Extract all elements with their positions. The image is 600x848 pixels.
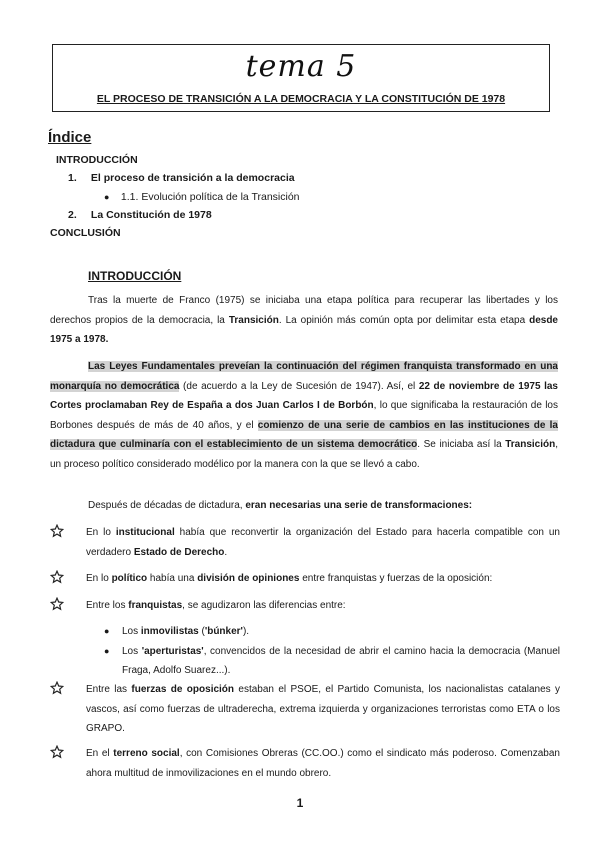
i2-text-c: había una (147, 573, 198, 584)
p3-bold-transformaciones: eran necesarias una serie de transformaciones: (245, 500, 473, 511)
p1-text-c: . La opinión más común opta por delimitar esta etapa (278, 314, 530, 326)
toc-item-1 (68, 172, 295, 184)
p1-text-a: Tras la muerte de Franco (1975) se iniciaba una etapa política para recuperar las libertades y los derechos propios de la democracia, la (50, 295, 558, 326)
star-outline-icon (50, 745, 64, 759)
bullet-dot-icon: ● (104, 626, 110, 636)
p2-bold-transicion: Transición (505, 439, 556, 450)
title-box (52, 44, 550, 112)
i1-text-e: . (224, 546, 228, 558)
i4-bold-oposicion: fuerzas de oposición (131, 684, 235, 695)
document-title: tema 5 (245, 49, 357, 84)
toc-item-2 (68, 209, 212, 221)
p2-highlight-leyes: Las Leyes Fundamentales preveían la continuación del régimen franquista transformado en una monarquía no democrática (50, 361, 558, 392)
i2-text-a: En lo (86, 573, 112, 584)
s1-text-c: ( (198, 626, 205, 637)
toc-item-2-number: 2. (68, 209, 77, 221)
i2-text-e: entre franquistas y fuerzas de la oposición: (299, 573, 493, 584)
s1-bold-bunker: 'búnker' (204, 626, 243, 637)
intro-paragraph-1 (50, 291, 558, 350)
i1-bold-estado: Estado de Derecho (133, 546, 225, 558)
sub-item-aperturistas (104, 642, 560, 680)
i3-text-c: , se agudizaron las diferencias entre: (182, 600, 346, 611)
list-item-politico (50, 569, 560, 589)
list-item-oposicion (50, 680, 560, 739)
i2-bold-division: división de opiniones (197, 573, 300, 584)
p2-highlight-cambios: comienzo de una serie de cambios en las instituciones de la dictadura que culminaría con el establecimiento de un sistema democrático (50, 419, 558, 450)
s1-bold-inmovilistas: inmovilistas (140, 626, 199, 637)
p2-text-b: (de acuerdo a la Ley de Sucesión de 1947). Así, el (179, 380, 419, 392)
index-heading: Índice (48, 129, 92, 146)
list-item-institucional (50, 523, 560, 562)
p2-text-h: , un proceso político considerado modélico por la manera con la que se llevó a cabo. (50, 439, 558, 470)
s2-text-c: , convencidos de la necesidad de abrir el camino hacia la democracia (Manuel Fraga, Adolfo Suarez...). (122, 646, 560, 676)
sub-item-inmovilistas (104, 622, 560, 641)
star-outline-icon (50, 597, 64, 611)
i5-bold-social: terreno social (113, 748, 180, 759)
i1-text-a: En lo (86, 527, 116, 538)
p2-text-f: . Se iniciaba así la (417, 439, 506, 450)
intro-paragraph-3 (88, 496, 558, 516)
i1-text-c: había que reconvertir la organización del Estado para hacerla compatible con un verdadero (86, 527, 560, 558)
list-item-franquistas (50, 596, 560, 616)
star-outline-icon (50, 524, 64, 538)
toc-conclusion: CONCLUSIÓN (50, 227, 121, 239)
s1-text-a: Los (122, 626, 141, 637)
i4-text-c: estaban el PSOE, el Partido Comunista, los nacionalistas catalanes y vascos, así como fuerzas de ultraderecha, extrema izquierda y organizaciones terroristas como ETA o los GRAPO. (86, 684, 560, 734)
page-number: 1 (296, 796, 304, 810)
i5-text-a: En el (86, 748, 114, 759)
toc-introduction: INTRODUCCIÓN (56, 154, 138, 166)
s2-text-a: Los (122, 646, 142, 657)
p1-bold-dates: desde 1975 a 1978. (50, 314, 558, 345)
star-outline-icon (50, 570, 64, 584)
p2-bold-proclamation: 22 de noviembre de 1975 las Cortes proclamaban Rey de España a dos Juan Carlos I de Borbón (50, 380, 558, 411)
document-subtitle: EL PROCESO DE TRANSICIÓN A LA DEMOCRACIA Y LA CONSTITUCIÓN DE 1978 (96, 93, 506, 105)
star-outline-icon (50, 681, 64, 695)
list-item-social (50, 744, 560, 783)
i4-text-a: Entre las (86, 684, 132, 695)
i3-text-a: Entre los (86, 600, 129, 611)
bullet-dot-icon: ● (104, 646, 110, 656)
i2-bold-politico: político (111, 573, 148, 584)
introduction-heading: INTRODUCCIÓN (88, 269, 182, 283)
toc-item-1-1-label: 1.1. Evolución política de la Transición (120, 191, 300, 203)
toc-item-1-number: 1. (68, 172, 77, 184)
s2-bold-aperturistas: 'aperturistas' (141, 646, 204, 657)
i1-bold-institucional: institucional (115, 527, 175, 538)
i5-text-c: , con Comisiones Obreras (CC.OO.) como el sindicato más poderoso. Comenzaban ahora multitud de inmovilizaciones en el mundo obrero. (86, 748, 560, 779)
p3-text-a: Después de décadas de dictadura, (88, 500, 246, 511)
s1-text-e: ). (242, 626, 250, 637)
p2-text-d: , lo que significaba la restauración de los Borbones después de más de 40 años, y el (50, 400, 558, 431)
toc-item-1-1 (104, 191, 300, 203)
toc-item-1-label: El proceso de transición a la democracia (90, 172, 295, 184)
p1-bold-transicion: Transición (228, 314, 279, 326)
intro-paragraph-2 (50, 357, 558, 474)
bullet-dot-icon: ● (104, 192, 110, 202)
toc-item-2-label: La Constitución de 1978 (90, 209, 212, 221)
i3-bold-franquistas: franquistas (128, 600, 183, 611)
